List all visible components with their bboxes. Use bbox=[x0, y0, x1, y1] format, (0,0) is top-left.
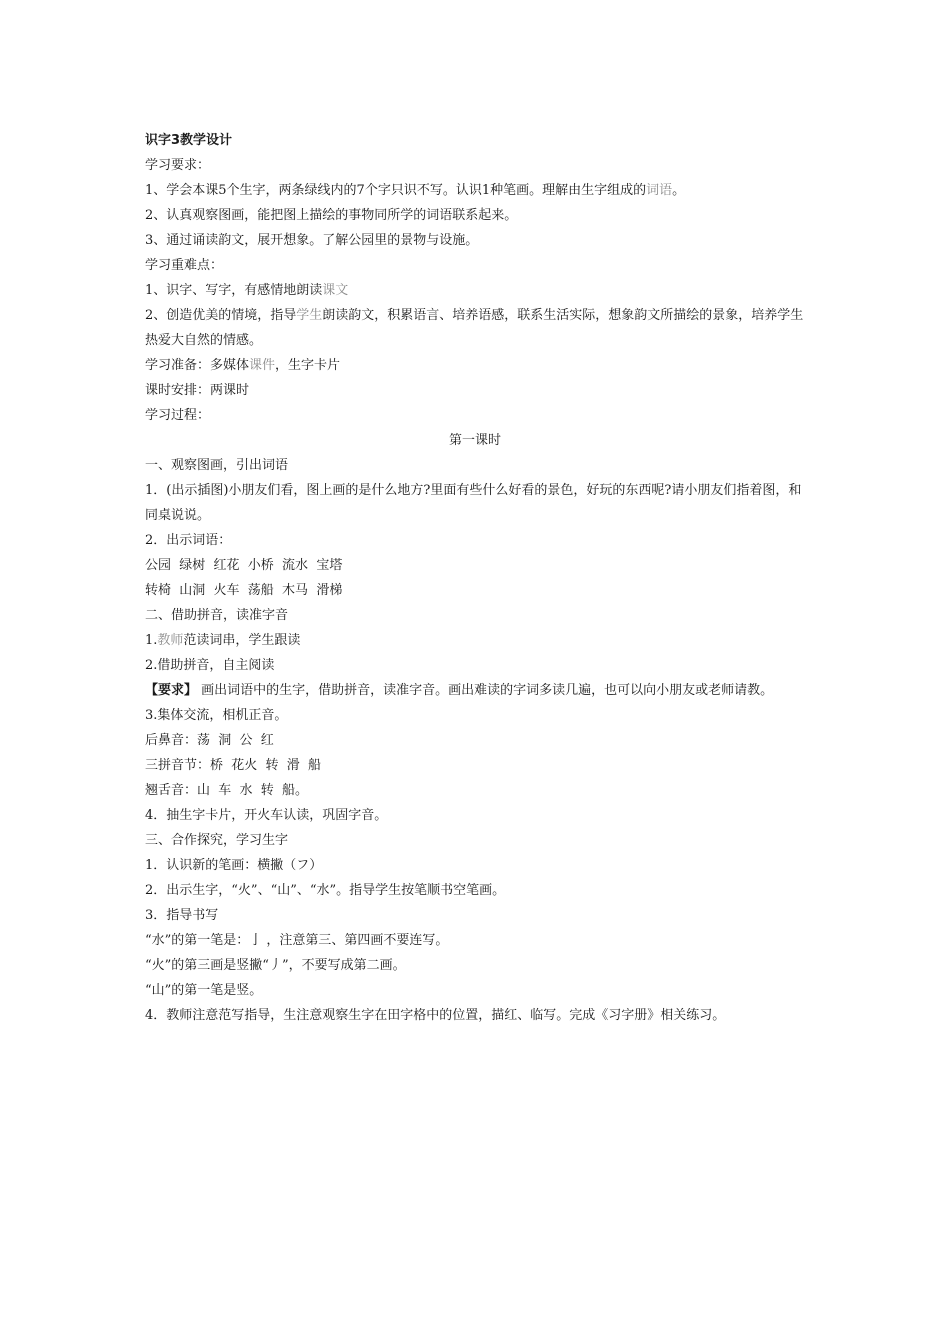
section-heading-requirements: 学习要求： bbox=[145, 158, 211, 173]
writing-note-water: “水”的第一笔是：亅 ，注意第三、第四画不要连写。 bbox=[145, 933, 449, 948]
document-title: 识字3教学设计 bbox=[145, 133, 233, 148]
key-point-1-text: 1、识字、写字，有感情地朗读 bbox=[145, 283, 323, 298]
preparation bbox=[145, 353, 805, 378]
requirement-1 bbox=[145, 178, 805, 203]
requirement-1-text: 1、学会本课5个生字，两条绿线内的7个字只识不写。认识1种笔画。理解由生字组成的 bbox=[145, 183, 647, 198]
step-3-item-1: 1．认识新的笔画：横撇（フ） bbox=[145, 858, 323, 873]
process-heading: 学习过程： bbox=[145, 408, 211, 423]
step-2-requirement bbox=[145, 678, 805, 703]
step-3-item-2: 2．出示生字，“火”、“山”、“水”。指导学生按笔顺书空笔画。 bbox=[145, 883, 506, 898]
step-1-heading: 一、观察图画，引出词语 bbox=[145, 458, 289, 473]
preparation-rest: ，生字卡片 bbox=[275, 358, 341, 373]
link-students[interactable]: 学生 bbox=[296, 308, 323, 323]
writing-note-mountain: “山”的第一笔是竖。 bbox=[145, 983, 263, 998]
retroflex: 翘舌音：山 车 水 转 船。 bbox=[145, 783, 309, 798]
step-2-item-1-text: 范读词串，学生跟读 bbox=[183, 633, 301, 648]
step-2-item-2: 2.借助拼音，自主阅读 bbox=[145, 658, 275, 673]
step-2-item-1-number: 1. bbox=[145, 633, 158, 648]
link-teacher[interactable]: 教师 bbox=[157, 633, 184, 648]
back-nasal: 后鼻音：荡 洞 公 红 bbox=[145, 733, 274, 748]
link-courseware[interactable]: 课件 bbox=[249, 358, 276, 373]
document-body bbox=[145, 128, 805, 1028]
section-heading-key-points: 学习重难点： bbox=[145, 258, 224, 273]
step-1-item-1: 1．(出示插图)小朋友们看，图上画的是什么地方?里面有些什么好看的景色，好玩的东西呢?请小朋友们指着图，和同桌说说。 bbox=[145, 483, 802, 523]
key-point-1 bbox=[145, 278, 805, 303]
step-2-item-1 bbox=[145, 628, 805, 653]
step-3-item-3: 3．指导书写 bbox=[145, 908, 219, 923]
link-text[interactable]: 课文 bbox=[322, 283, 349, 298]
requirement-3: 3、通过诵读韵文，展开想象。了解公园里的景物与设施。 bbox=[145, 233, 479, 248]
step-1-item-2: 2．出示词语： bbox=[145, 533, 232, 548]
preparation-text: 学习准备：多媒体 bbox=[145, 358, 250, 373]
key-point-2 bbox=[145, 303, 805, 353]
link-words[interactable]: 词语 bbox=[646, 183, 673, 198]
step-3-item-4: 4．教师注意范写指导，生注意观察生字在田字格中的位置，描红、临写。完成《习字册》相关练习。 bbox=[145, 1008, 726, 1023]
step-2-heading: 二、借助拼音，读准字音 bbox=[145, 608, 289, 623]
requirement-1-end: 。 bbox=[672, 183, 686, 198]
word-list-1: 公园 绿树 红花 小桥 流水 宝塔 bbox=[145, 558, 343, 573]
writing-note-fire: “火”的第三画是竖撇“丿”，不要写成第二画。 bbox=[145, 958, 406, 973]
lesson-1-heading: 第一课时 bbox=[448, 433, 501, 448]
step-2-item-3: 3.集体交流，相机正音。 bbox=[145, 708, 288, 723]
step-3-heading: 三、合作探究，学习生字 bbox=[145, 833, 289, 848]
key-point-2-text: 2、创造优美的情境，指导 bbox=[145, 308, 297, 323]
requirement-text: 画出词语中的生字，借助拼音，读准字音。画出难读的字词多读几遍，也可以向小朋友或老师请教。 bbox=[197, 683, 774, 698]
schedule: 课时安排：两课时 bbox=[145, 383, 250, 398]
key-point-2-rest: 朗读韵文，积累语言、培养语感，联系生活实际，想象韵文所描绘的景象，培养学生热爱大自然的情感。 bbox=[145, 308, 804, 348]
word-list-2: 转椅 山洞 火车 荡船 木马 滑梯 bbox=[145, 583, 343, 598]
step-2-item-4: 4．抽生字卡片，开火车认读，巩固字音。 bbox=[145, 808, 388, 823]
requirement-2: 2、认真观察图画，能把图上描绘的事物同所学的词语联系起来。 bbox=[145, 208, 518, 223]
requirement-label: 【要求】 bbox=[145, 683, 198, 698]
three-spelling: 三拼音节：桥 花火 转 滑 船 bbox=[145, 758, 322, 773]
